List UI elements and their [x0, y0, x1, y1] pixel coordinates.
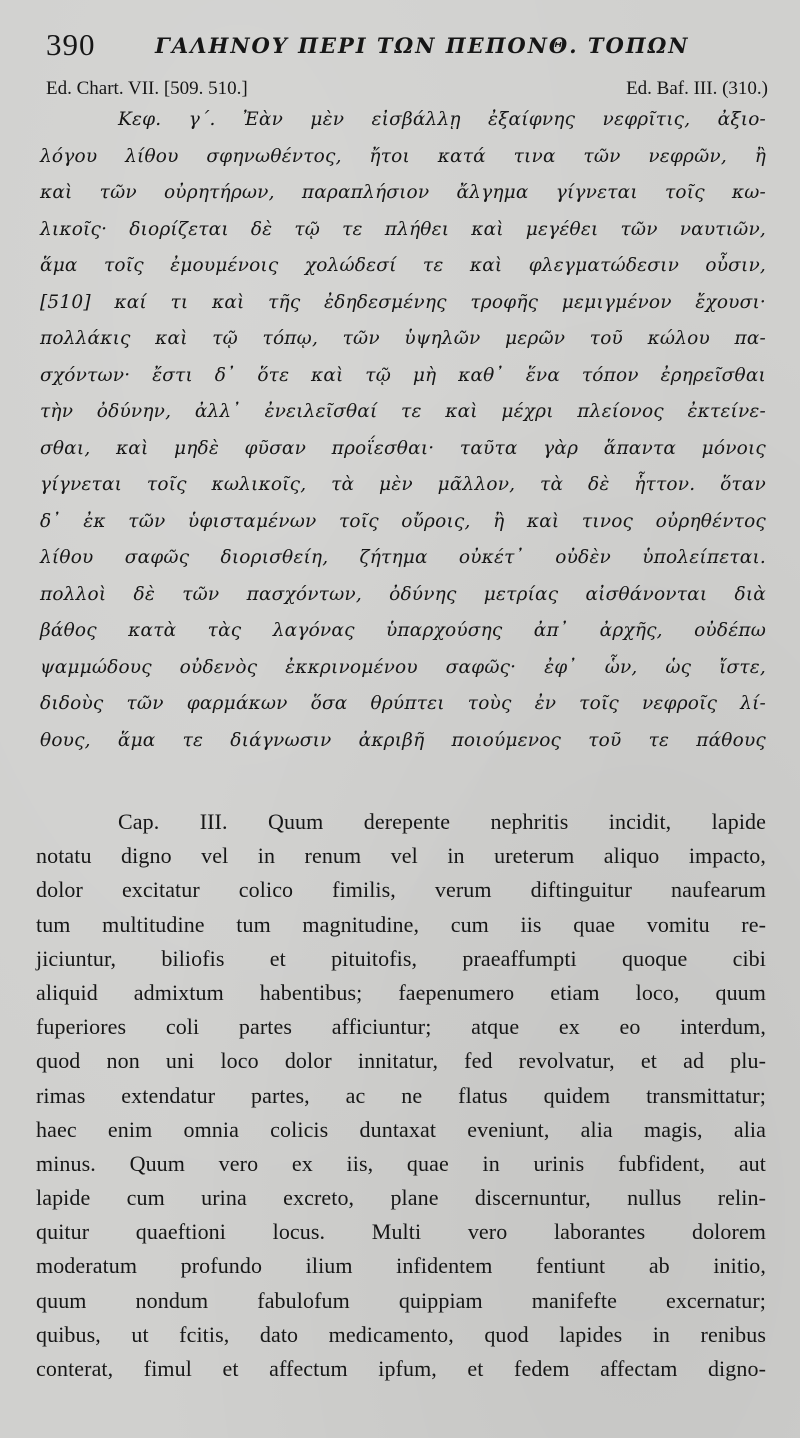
greek-text-line: διδοὺς τῶν φαρμάκων ὅσα θρύπτει τοὺς ἐν τοῖς νεφροῖς λί- [40, 693, 766, 714]
latin-text-line: minus. Quum vero ex iis, quae in urinis fubfident, aut [36, 1150, 766, 1176]
latin-text-line: conterat, fimul et affectum ipfum, et fedem affectam digno- [36, 1356, 766, 1381]
greek-text-line: λόγου λίθου σφηνωθέντος, ἤτοι κατά τινα τῶν νεφρῶν, ἢ [40, 145, 766, 167]
greek-text-line: πολλοὶ δὲ τῶν πασχόντων, ὀδύνης μετρίας αἰσθάνονται διὰ [40, 583, 766, 605]
greek-text-line: [510] καί τι καὶ τῆς ἐδηδεσμένης τροφῆς μεμιγμένον ἔχουσι· [40, 291, 766, 313]
greek-text-line: σθαι, καὶ μηδὲ φῦσαν προΐεσθαι· ταῦτα γὰρ ἅπαντα μόνοις [40, 437, 766, 459]
greek-text-line: σχόντων· ἔστι δ᾽ ὅτε καὶ τῷ μὴ καθ᾽ ἕνα τόπον ἐρηρεῖσθαι [40, 364, 766, 386]
greek-text-line: πολλάκις καὶ τῷ τόπῳ, τῶν ὑψηλῶν μερῶν τοῦ κώλου πα- [40, 328, 766, 349]
greek-text-line: λικοῖς· διορίζεται δὲ τῷ τε πλήθει καὶ μεγέθει τῶν ναυτιῶν, [40, 218, 766, 240]
greek-text-line: ἅμα τοῖς ἐμουμένοις χολώδεσί τε καὶ φλεγματώδεσιν οὖσιν, [40, 255, 766, 276]
latin-text-line: moderatum profundo ilium infidentem fentiunt ab initio, [36, 1253, 766, 1279]
latin-text-line: quod non uni loco dolor innitatur, fed revolvatur, et ad plu- [36, 1048, 766, 1074]
latin-text-block [36, 805, 766, 1386]
latin-text-line: dolor excitatur colico fimilis, verum diftinguitur naufearum [36, 877, 766, 903]
latin-text-line: haec enim omnia colicis duntaxat eveniunt, alia magis, alia [36, 1116, 766, 1142]
running-title: ΓΑΛΗΝΟΥ ΠΕΡΙ ΤΩΝ ΠΕΠΟΝΘ. ΤΟΠΩΝ [155, 33, 690, 58]
latin-text-line: Cap. III. Quum derepente nephritis incidit, lapide [118, 809, 766, 834]
greek-text-line: λίθου σαφῶς διορισθείη, ζήτημα οὐκέτ᾽ οὐδὲν ὑπολείπεται. [40, 547, 766, 568]
greek-text-line: Κεφ. γ΄. Ἐὰν μὲν εἰσβάλλῃ ἐξαίφνης νεφρῖτις, ἀξιο- [118, 109, 766, 130]
edition-reference-line [46, 78, 768, 102]
page-header [30, 25, 770, 65]
page-number: 390 [46, 27, 96, 62]
greek-text-line: δ᾽ ἐκ τῶν ὑφισταμένων τοῖς οὔροις, ἢ καὶ τινος οὐρηθέντος [40, 510, 766, 532]
latin-text-line: aliquid admixtum habentibus; faepenumero etiam loco, quum [36, 979, 766, 1005]
latin-text-line: tum multitudine tum magnitudine, cum iis quae vomitu re- [36, 911, 766, 937]
edition-chartier-reference: Ed. Chart. VII. [509. 510.] [46, 78, 248, 99]
greek-text-line: καὶ τῶν οὐρητήρων, παραπλήσιον ἄλγημα γίγνεται τοῖς κω- [40, 182, 766, 203]
greek-text-line: βάθος κατὰ τὰς λαγόνας ὑπαρχούσης ἀπ᾽ ἀρχῆς, οὐδέπω [40, 620, 766, 641]
latin-text-line: jiciuntur, biliofis et pituitofis, praeaffumpti quoque cibi [36, 945, 766, 971]
greek-text-line: ψαμμώδους οὐδενὸς ἐκκρινομένου σαφῶς· ἐφ᾽ ὧν, ὡς ἴστε, [40, 656, 766, 678]
greek-text-line: γίγνεται τοῖς κωλικοῖς, τὰ μὲν μᾶλλον, τὰ δὲ ἧττον. ὅταν [40, 474, 766, 495]
latin-text-line: lapide cum urina excreto, plane discernuntur, nullus relin- [36, 1185, 766, 1211]
latin-text-line: quitur quaeftioni locus. Multi vero laborantes dolorem [36, 1219, 766, 1245]
latin-text-line: rimas extendatur partes, ac ne flatus quidem transmittatur; [36, 1082, 766, 1108]
latin-text-line: quum nondum fabulofum quippiam manifefte excernatur; [36, 1287, 766, 1313]
latin-text-line: fuperiores coli partes afficiuntur; atque ex eo interdum, [36, 1014, 766, 1040]
greek-text-line: θους, ἅμα τε διάγνωσιν ἀκριβῆ ποιούμενος τοῦ τε πάθους [40, 729, 766, 751]
latin-text-line: notatu digno vel in renum vel in ureterum aliquo impacto, [36, 843, 766, 869]
latin-text-line: quibus, ut fcitis, dato medicamento, quod lapides in renibus [36, 1321, 766, 1347]
greek-text-block [40, 102, 766, 759]
greek-text-line: τὴν ὀδύνην, ἀλλ᾽ ἐνειλεῖσθαί τε καὶ μέχρι πλείονος ἐκτείνε- [40, 401, 766, 422]
edition-basel-reference: Ed. Baf. III. (310.) [626, 78, 768, 99]
